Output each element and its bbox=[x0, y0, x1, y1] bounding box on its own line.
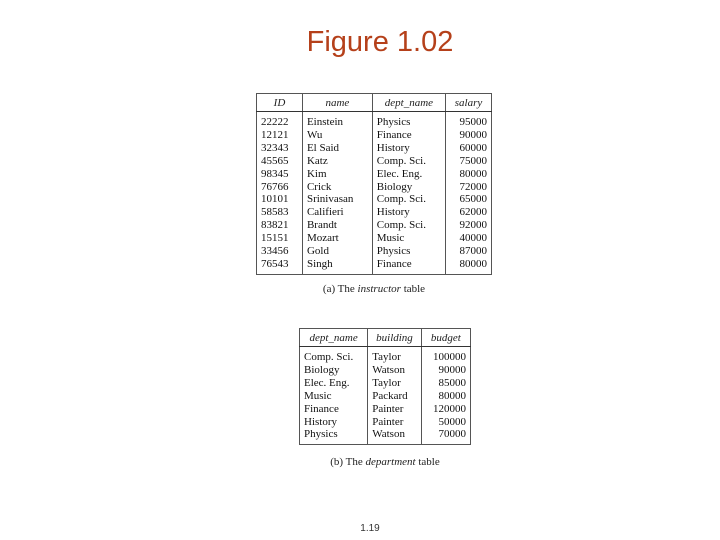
table-row bbox=[257, 129, 492, 142]
department-cell-building: Packard bbox=[368, 390, 422, 403]
department-cell-building: Taylor bbox=[368, 377, 422, 390]
instructor-cell-name: Katz bbox=[302, 155, 372, 168]
table-row bbox=[257, 155, 492, 168]
instructor-cell-ID: 98345 bbox=[261, 167, 289, 180]
table-row bbox=[300, 347, 471, 364]
instructor-header-name: name bbox=[302, 94, 372, 112]
instructor-cell-name: Srinivasan bbox=[302, 193, 372, 206]
department-cell-building: Painter bbox=[368, 403, 422, 416]
table-row bbox=[257, 142, 492, 155]
slide-title: Figure 1.02 bbox=[306, 26, 454, 58]
department-cell-dept-name: History bbox=[304, 415, 337, 428]
department-cell-dept-name: Biology bbox=[304, 363, 340, 376]
department-cell-budget: 120000 bbox=[421, 403, 470, 416]
instructor-cell-name: El Said bbox=[302, 142, 372, 155]
instructor-cell-salary: 65000 bbox=[446, 193, 492, 206]
instructor-cell-salary: 60000 bbox=[446, 142, 492, 155]
department-cell-building: Painter bbox=[368, 416, 422, 429]
instructor-cell-ID: 12121 bbox=[261, 128, 289, 141]
department-cell-dept-name: Comp. Sci. bbox=[304, 351, 354, 363]
table-row bbox=[300, 403, 471, 416]
table-row bbox=[300, 428, 471, 444]
instructor-cell-name: Crick bbox=[302, 181, 372, 194]
instructor-cell-name: Singh bbox=[302, 258, 372, 274]
instructor-cell-name: Wu bbox=[302, 129, 372, 142]
instructor-cell-salary: 80000 bbox=[446, 168, 492, 181]
instructor-cell-dept-name: Elec. Eng. bbox=[372, 168, 445, 181]
caption-b-suffix: table bbox=[415, 456, 440, 468]
caption-b-prefix: (b) The bbox=[330, 456, 366, 468]
department-table bbox=[299, 328, 471, 445]
instructor-cell-dept-name: Finance bbox=[372, 129, 445, 142]
instructor-cell-ID: 10101 bbox=[261, 193, 289, 206]
department-cell-dept-name: Physics bbox=[304, 428, 338, 441]
department-cell-budget: 90000 bbox=[421, 364, 470, 377]
table-row bbox=[300, 364, 471, 377]
table-row bbox=[257, 168, 492, 181]
department-cell-budget: 50000 bbox=[421, 416, 470, 429]
caption-a-suffix: table bbox=[400, 283, 426, 295]
instructor-header-dept-name: dept_name bbox=[372, 94, 445, 112]
department-cell-budget: 70000 bbox=[421, 428, 470, 444]
instructor-cell-salary: 92000 bbox=[446, 219, 492, 232]
instructor-cell-ID: 58583 bbox=[261, 206, 289, 219]
table-row bbox=[257, 219, 492, 232]
department-body bbox=[300, 347, 471, 445]
department-header-budget: budget bbox=[421, 329, 470, 347]
instructor-cell-name: Mozart bbox=[302, 232, 372, 245]
instructor-cell-name: Kim bbox=[302, 168, 372, 181]
instructor-cell-salary: 80000 bbox=[446, 258, 492, 274]
department-cell-budget: 100000 bbox=[421, 347, 470, 364]
instructor-cell-salary: 75000 bbox=[446, 155, 492, 168]
table-row bbox=[257, 245, 492, 258]
instructor-cell-salary: 90000 bbox=[446, 129, 492, 142]
instructor-cell-dept-name: Biology bbox=[372, 181, 445, 194]
instructor-table-caption bbox=[256, 283, 492, 295]
table-row bbox=[257, 193, 492, 206]
table-row bbox=[257, 181, 492, 194]
instructor-cell-salary: 40000 bbox=[446, 232, 492, 245]
instructor-cell-dept-name: Comp. Sci. bbox=[372, 155, 445, 168]
instructor-cell-name: Brandt bbox=[302, 219, 372, 232]
instructor-cell-dept-name: Music bbox=[372, 232, 445, 245]
department-cell-dept-name: Music bbox=[304, 389, 332, 402]
instructor-header-row bbox=[257, 94, 492, 112]
instructor-cell-ID: 45565 bbox=[261, 154, 289, 167]
instructor-table bbox=[256, 93, 492, 275]
instructor-cell-dept-name: History bbox=[372, 206, 445, 219]
instructor-cell-ID: 76543 bbox=[261, 257, 289, 270]
instructor-cell-dept-name: History bbox=[372, 142, 445, 155]
department-header-row bbox=[300, 329, 471, 347]
instructor-cell-ID: 15151 bbox=[261, 232, 289, 245]
department-header-building: building bbox=[368, 329, 422, 347]
instructor-cell-ID: 32343 bbox=[261, 141, 289, 154]
table-row bbox=[300, 377, 471, 390]
caption-a-prefix: (a) The bbox=[322, 283, 358, 295]
table-row bbox=[300, 416, 471, 429]
department-cell-budget: 80000 bbox=[421, 390, 470, 403]
instructor-cell-salary: 62000 bbox=[446, 206, 492, 219]
instructor-cell-ID: 83821 bbox=[261, 219, 289, 232]
caption-b-emph: department bbox=[365, 456, 416, 468]
instructor-cell-salary: 87000 bbox=[446, 245, 492, 258]
instructor-cell-salary: 72000 bbox=[446, 181, 492, 194]
instructor-header-ID: ID bbox=[257, 94, 303, 112]
table-row bbox=[257, 206, 492, 219]
department-cell-building: Taylor bbox=[368, 347, 422, 364]
instructor-cell-dept-name: Finance bbox=[372, 258, 445, 274]
instructor-cell-name: Califieri bbox=[302, 206, 372, 219]
department-cell-budget: 85000 bbox=[421, 377, 470, 390]
table-row bbox=[257, 232, 492, 245]
department-cell-building: Watson bbox=[368, 364, 422, 377]
page-number: 1.19 bbox=[360, 523, 380, 534]
instructor-cell-ID: 22222 bbox=[261, 116, 289, 128]
instructor-cell-name: Einstein bbox=[302, 112, 372, 129]
instructor-cell-dept-name: Physics bbox=[372, 112, 445, 129]
department-table-caption bbox=[299, 456, 471, 468]
instructor-cell-dept-name: Comp. Sci. bbox=[372, 193, 445, 206]
instructor-cell-ID: 76766 bbox=[261, 180, 289, 193]
instructor-cell-dept-name: Physics bbox=[372, 245, 445, 258]
instructor-header-salary: salary bbox=[446, 94, 492, 112]
department-cell-building: Watson bbox=[368, 428, 422, 444]
instructor-cell-name: Gold bbox=[302, 245, 372, 258]
instructor-cell-salary: 95000 bbox=[446, 112, 492, 129]
instructor-body bbox=[257, 112, 492, 275]
caption-a-emph: instructor bbox=[357, 283, 401, 295]
department-header-dept-name: dept_name bbox=[300, 329, 368, 347]
department-cell-dept-name: Elec. Eng. bbox=[304, 376, 350, 389]
department-cell-dept-name: Finance bbox=[304, 402, 339, 415]
instructor-cell-dept-name: Comp. Sci. bbox=[372, 219, 445, 232]
table-row bbox=[257, 258, 492, 274]
instructor-cell-ID: 33456 bbox=[261, 245, 289, 258]
table-row bbox=[257, 112, 492, 129]
table-row bbox=[300, 390, 471, 403]
